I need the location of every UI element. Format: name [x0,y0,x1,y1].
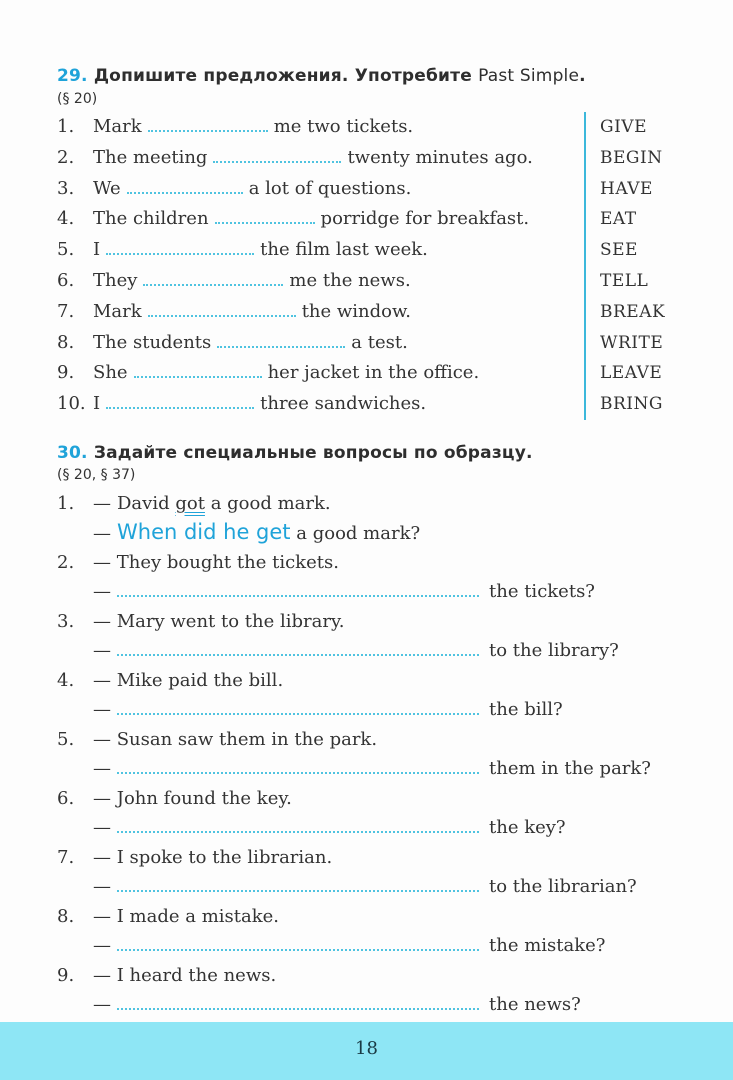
sentence-start: She [93,362,128,384]
item-number: 8. [57,906,75,927]
answer-blank[interactable] [134,362,262,378]
dash: — [93,994,111,1015]
question-ending: to the librarian? [489,876,637,897]
exercise-30-statement [57,729,377,751]
item-number: 5. [57,729,75,750]
exercise-29-item [57,332,408,354]
sentence-start: The children [93,208,209,230]
sentence-end: three sandwiches. [260,393,427,415]
sentence-end: her jacket in the office. [267,362,480,384]
exercise-30-statement [57,788,292,810]
answer-blank[interactable] [106,239,254,255]
sentence-start: Mark [93,116,142,137]
sentence-start: The students [93,331,212,353]
sentence-end: the film last week. [260,239,428,261]
exercise-29-item [57,362,479,384]
statement-text: — I heard the news. [93,965,277,986]
answer-blank[interactable] [106,393,254,409]
question-ending: the news? [489,994,581,1015]
underlined-verb: got [175,493,205,514]
infinitive-verb: BRING [600,394,663,415]
exercise-30-statement [57,611,344,633]
item-number: 5. [57,239,75,261]
exercise-29-item [57,178,411,200]
answer-blank[interactable] [117,935,479,951]
dash: — [93,523,111,544]
instruction-text: Допишите предложения. Употребите [93,66,472,86]
sentence-end: me the news. [289,270,411,291]
instruction-period: . [579,66,586,86]
statement-text: — Mike paid the bill. [93,670,284,691]
exercise-29-reference: (§ 20) [57,91,98,107]
statement-text: — I made a mistake. [93,906,280,927]
answer-blank[interactable] [117,994,479,1010]
answer-blank[interactable] [143,270,283,286]
sentence-start: We [93,177,121,199]
item-number: 1. [57,116,75,137]
sentence-start: They [93,270,138,291]
exercise-30-reference: (§ 20, § 37) [57,467,136,483]
answer-blank[interactable] [117,581,479,597]
question-ending: the mistake? [489,935,606,956]
exercise-29-heading [57,66,586,86]
statement-text: — Susan saw them in the park. [93,729,378,750]
example-statement [57,493,331,515]
item-number: 3. [57,177,75,199]
item-number: 10. [57,393,86,415]
infinitive-verb: HAVE [600,178,653,199]
infinitive-verb: TELL [600,271,649,291]
exercise-30-statement [57,847,332,869]
item-number: 9. [57,965,75,986]
example-answer [93,521,420,545]
statement-text: — Mary went to the library. [93,611,345,632]
exercise-29-item [57,116,413,138]
sentence-end: twenty minutes ago. [347,146,533,168]
infinitive-verb: GIVE [600,117,647,137]
infinitive-verb: WRITE [600,332,664,353]
sample-answer: When did he get [117,520,291,544]
exercise-30-answer-line [93,699,563,721]
exercise-29-item [57,270,411,292]
dash: — [93,758,111,779]
exercise-29-item [57,239,428,261]
dash: — [93,817,111,838]
answer-blank[interactable] [213,147,341,163]
exercise-30-statement [57,965,276,987]
item-number: 3. [57,611,75,632]
answer-blank[interactable] [117,640,479,656]
infinitive-verb: BEGIN [600,147,663,168]
exercise-30-statement [57,552,339,574]
grammar-term: Past Simple [478,66,580,86]
answer-ending: a good mark? [296,523,421,544]
item-number: 1. [57,493,75,514]
exercise-30-answer-line [93,935,605,957]
exercise-30-statement [57,906,279,928]
answer-blank[interactable] [117,699,479,715]
answer-blank[interactable] [127,178,243,194]
exercise-number: 29. [57,66,88,86]
item-number: 6. [57,270,75,291]
item-number: 2. [57,146,75,168]
dash: — [93,493,111,514]
question-ending: the bill? [489,699,563,720]
infinitive-verb: EAT [600,209,637,230]
answer-blank[interactable] [215,208,315,224]
item-number: 6. [57,788,75,809]
verb-column-divider [584,112,586,420]
statement-text: — John found the key. [93,788,292,809]
page-footer [0,1022,733,1080]
item-number: 7. [57,847,75,868]
item-number: 7. [57,300,75,322]
statement-text: — I spoke to the librarian. [93,847,333,868]
sentence-end: the window. [301,300,411,322]
sentence-start: Mark [93,300,142,322]
statement-text: — They bought the tickets. [93,552,339,573]
dash: — [93,699,111,720]
dash: — [93,935,111,956]
statement-text: David [117,493,170,514]
infinitive-verb: SEE [600,240,638,261]
exercise-29-item [57,301,411,323]
answer-blank[interactable] [117,817,479,833]
instruction-text: Задайте специальные вопросы по образцу. [93,443,533,463]
exercise-30-answer-line [93,640,619,662]
page-number: 18 [355,1038,378,1059]
question-ending: the key? [489,817,566,838]
question-ending: the tickets? [489,581,595,602]
answer-blank[interactable] [117,876,479,892]
exercise-30-statement [57,670,283,692]
exercise-30-answer-line [93,581,595,603]
exercise-30-answer-line [93,817,566,839]
exercise-30-answer-line [93,876,637,898]
question-ending: to the library? [489,640,619,661]
exercise-29-item [57,393,426,415]
dash: — [93,581,111,602]
item-number: 8. [57,331,75,353]
question-ending: them in the park? [489,758,651,779]
exercise-30-answer-line [93,994,581,1016]
answer-blank[interactable] [217,332,345,348]
item-number: 4. [57,670,75,691]
sentence-end: porridge for breakfast. [320,208,530,230]
dash: — [93,876,111,897]
sentence-start: I [93,393,101,415]
exercise-29-item [57,208,529,230]
sentence-end: me two tickets. [273,116,414,137]
sentence-start: I [93,239,101,261]
item-number: 4. [57,208,75,230]
infinitive-verb: BREAK [600,301,666,322]
exercise-number: 30. [57,443,88,463]
exercise-30-answer-line [93,758,651,780]
statement-text: a good mark. [210,493,331,514]
item-number: 9. [57,362,75,384]
sentence-end: a test. [351,331,408,353]
sentence-end: a lot of questions. [248,177,412,199]
dash: — [93,640,111,661]
infinitive-verb: LEAVE [600,363,663,384]
answer-blank[interactable] [117,758,479,774]
exercise-30-heading [57,443,533,463]
answer-blank[interactable] [148,301,296,317]
exercise-29-item [57,147,533,169]
sentence-start: The meeting [93,146,208,168]
item-number: 2. [57,552,75,573]
answer-blank[interactable] [148,116,268,132]
